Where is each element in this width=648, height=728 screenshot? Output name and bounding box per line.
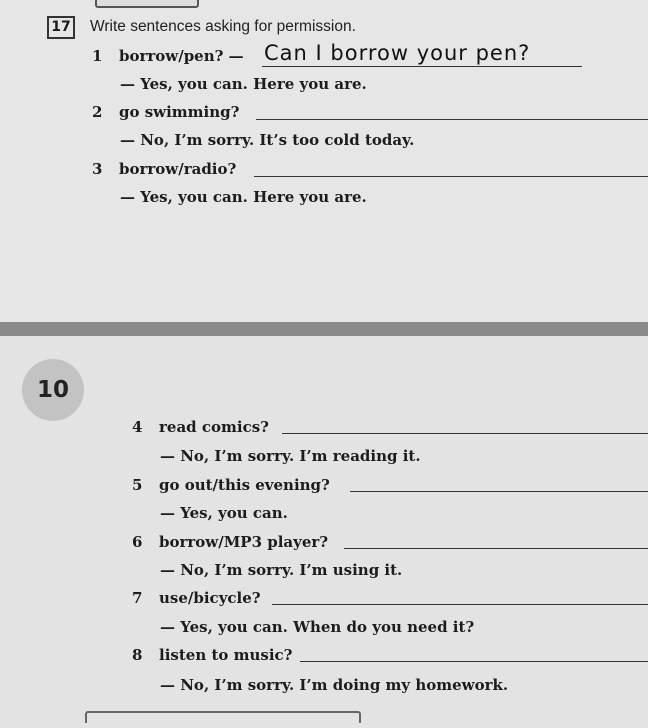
exercise-title: Write sentences asking for permission. <box>90 18 356 35</box>
response-2: — No, I’m sorry. It’s too cold today. <box>120 131 415 149</box>
response-4: — No, I’m sorry. I’m reading it. <box>160 447 421 465</box>
answer-line-8[interactable] <box>300 661 648 662</box>
page-divider <box>0 322 648 336</box>
question-prompt: go swimming? <box>119 103 240 121</box>
answer-line-3[interactable] <box>254 176 648 177</box>
question-prompt: read comics? <box>159 418 269 436</box>
question-prompt: borrow/MP3 player? <box>159 533 329 551</box>
answer-line-2[interactable] <box>256 119 648 120</box>
answer-line-6[interactable] <box>344 548 648 549</box>
question-prompt: borrow/radio? <box>119 160 237 178</box>
response-1: — Yes, you can. Here you are. <box>120 75 367 93</box>
question-number: 5 <box>132 476 143 494</box>
question-2 <box>92 103 239 121</box>
response-5: — Yes, you can. <box>160 504 288 522</box>
response-8: — No, I’m sorry. I’m doing my homework. <box>160 676 509 694</box>
question-prompt: borrow/pen? — <box>119 47 244 65</box>
question-prompt: go out/this evening? <box>159 476 330 494</box>
question-prompt: use/bicycle? <box>159 589 261 607</box>
answer-line-1 <box>262 66 582 67</box>
question-number: 7 <box>132 589 143 607</box>
question-5 <box>132 476 330 494</box>
handwritten-answer: Can I borrow your pen? <box>264 41 531 65</box>
question-8 <box>132 646 292 664</box>
question-number: 6 <box>132 533 143 551</box>
question-4 <box>132 418 269 436</box>
question-number: 2 <box>92 103 103 121</box>
lower-page <box>0 336 648 728</box>
question-6 <box>132 533 328 551</box>
answer-line-7[interactable] <box>272 604 648 605</box>
page-number-badge: 10 <box>22 359 84 421</box>
question-7 <box>132 589 261 607</box>
exercise-number: 17 <box>47 16 75 39</box>
question-number: 4 <box>132 418 143 436</box>
response-3: — Yes, you can. Here you are. <box>120 188 367 206</box>
answer-line-5[interactable] <box>350 491 648 492</box>
response-6: — No, I’m sorry. I’m using it. <box>160 561 403 579</box>
bottom-bar-decoration <box>85 711 361 723</box>
question-prompt: listen to music? <box>159 646 293 664</box>
question-number: 3 <box>92 160 103 178</box>
top-tab-decoration <box>95 0 199 8</box>
question-number: 8 <box>132 646 143 664</box>
question-number: 1 <box>92 47 103 65</box>
response-7: — Yes, you can. When do you need it? <box>160 618 475 636</box>
question-1 <box>92 47 244 65</box>
question-3 <box>92 160 236 178</box>
answer-line-4[interactable] <box>282 433 648 434</box>
